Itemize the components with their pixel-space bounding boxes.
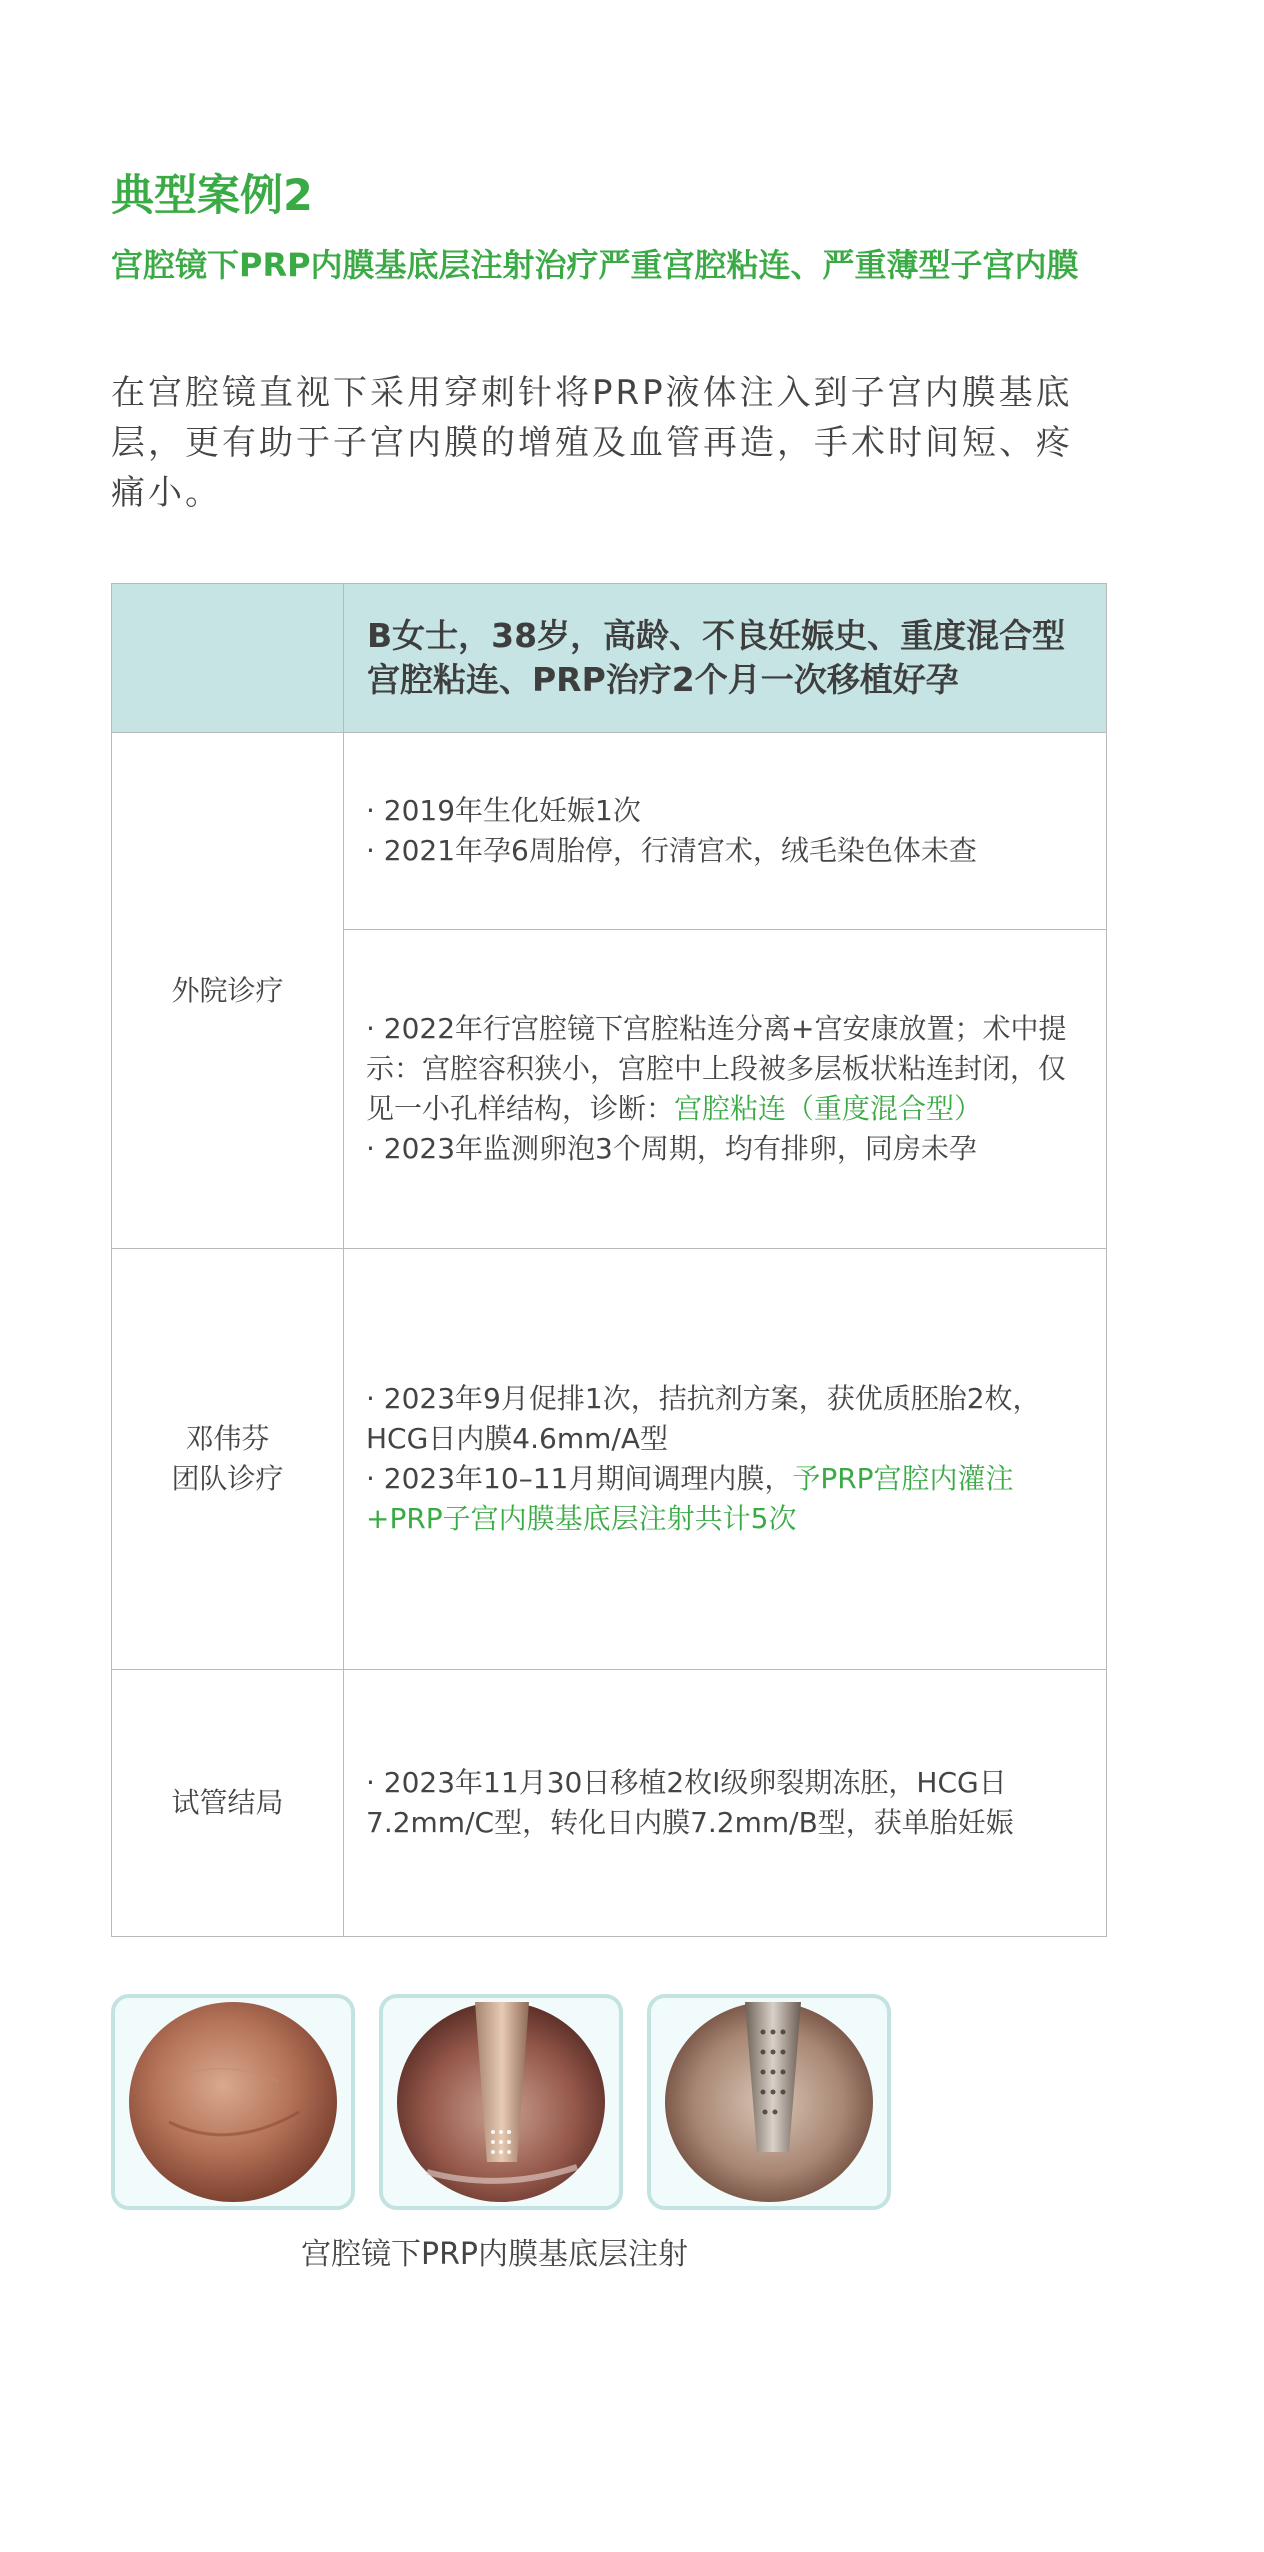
team-label-line-2: 团队诊疗 <box>171 1462 284 1495</box>
outside-history-cell <box>344 733 1107 930</box>
outcome-cell <box>344 1670 1107 1937</box>
case-table <box>111 583 1107 1937</box>
table-row <box>112 733 1107 930</box>
outside-surgery-text: · 2022年行宫腔镜下宫腔粘连分离+宫安康放置；术中提示：宫腔容积狭小，宫腔中上段被多层板状粘连封闭，仅见一小孔样结构，诊断： <box>366 1012 1067 1125</box>
intro-paragraph: 在宫腔镜直视下采用穿刺针将PRP液体注入到子宫内膜基底层，更有助于子宫内膜的增殖及血管再造，手术时间短、疼痛小。 <box>111 373 1073 513</box>
outcome-line-1: · 2023年11月30日移植2枚Ⅰ级卵裂期冻胚，HCG日7.2mm/C型，转化日内膜7.2mm/B型，获单胎妊娠 <box>366 1766 1014 1839</box>
gallery-caption: 宫腔镜下PRP内膜基底层注射 <box>301 2237 689 2272</box>
table-header-empty-cell <box>112 584 344 733</box>
hysteroscopy-photo-3 <box>647 1994 891 2210</box>
outside-history-line-1: · 2019年生化妊娠1次 <box>366 794 641 827</box>
table-header-row <box>112 584 1107 733</box>
team-treatment-text: · 2023年10–11月期间调理内膜， <box>366 1462 793 1495</box>
photo-3-image <box>665 2002 873 2202</box>
photo-2-image <box>397 2002 605 2202</box>
case-title: 典型案例2 <box>111 171 313 221</box>
team-treatment-cell <box>344 1249 1107 1670</box>
prp-treatment-highlight: 予PRP宫腔内灌注+PRP子宫内膜基底层注射共计5次 <box>366 1462 1014 1535</box>
outside-surgery-cell <box>344 930 1107 1249</box>
case-subtitle: 宫腔镜下PRP内膜基底层注射治疗严重宫腔粘连、严重薄型子宫内膜 <box>111 246 1079 284</box>
patient-summary: B女士，38岁，高龄、不良妊娠史、重度混合型宫腔粘连、PRP治疗2个月一次移植好孕 <box>367 616 1066 699</box>
hysteroscopy-gallery <box>111 1994 911 2216</box>
row-label-team <box>112 1249 344 1670</box>
table-row <box>112 1249 1107 1670</box>
outside-surgery-line-2: · 2023年监测卵泡3个周期，均有排卵，同房未孕 <box>366 1132 977 1165</box>
team-treatment-line-1: · 2023年9月促排1次，拮抗剂方案，获优质胚胎2枚，HCG日内膜4.6mm/A型 <box>366 1382 1041 1455</box>
team-treatment-line-2 <box>366 1459 1084 1539</box>
row-label-outcome: 试管结局 <box>112 1670 344 1937</box>
table-row <box>112 1670 1107 1937</box>
table-header-cell <box>344 584 1107 733</box>
outside-surgery-line-1 <box>366 1009 1084 1129</box>
diagnosis-highlight: 宫腔粘连（重度混合型） <box>674 1092 983 1125</box>
row-label-outside: 外院诊疗 <box>112 733 344 1249</box>
team-label-line-1: 邓伟芬 <box>185 1422 270 1455</box>
photo-1-image <box>129 2002 337 2202</box>
outside-history-line-2: · 2021年孕6周胎停，行清宫术，绒毛染色体未查 <box>366 834 977 867</box>
hysteroscopy-photo-1 <box>111 1994 355 2210</box>
hysteroscopy-photo-2 <box>379 1994 623 2210</box>
